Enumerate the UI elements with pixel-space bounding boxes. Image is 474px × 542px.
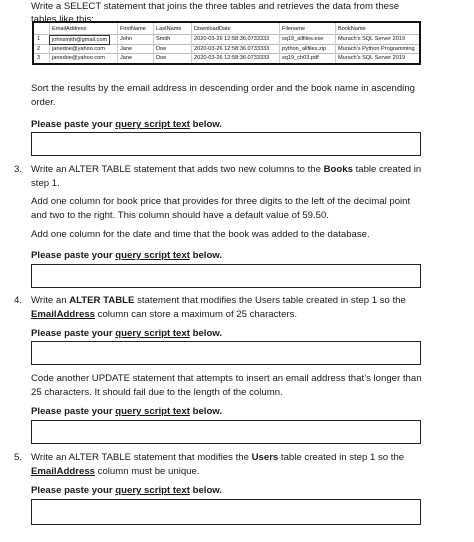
column-header: Filename	[282, 26, 306, 32]
question-number: 3.	[14, 164, 23, 175]
query-result-table	[32, 21, 421, 65]
paste-instruction: Please paste your query script text below.	[31, 485, 223, 496]
sort-instruction-line-1: Sort the results by the email address in descending order and the book name in ascending	[31, 83, 415, 94]
table-cell: python_allfiles.zip	[282, 46, 327, 52]
table-cell: 2020-03-26 12:58:36.0733333	[194, 36, 270, 42]
table-cell: Doe	[156, 46, 167, 52]
row-number: 1	[37, 36, 41, 42]
column-header: LastName	[156, 26, 182, 32]
table-cell: Doe	[156, 55, 167, 61]
q4-line-2: EmailAddress column can store a maximum of 25 characters.	[31, 309, 298, 320]
q5-line-1: Write an ALTER TABLE statement that modifies the Users table created in step 1 so the	[31, 452, 405, 463]
q5-line-2: EmailAddress column must be unique.	[31, 466, 200, 477]
query-script-link: query script text	[115, 250, 190, 261]
column-divider	[279, 23, 280, 63]
answer-box-step-2[interactable]	[31, 132, 421, 156]
q3-paragraph-2-line-2: and two to the right. This column should have a default value of 59.50.	[31, 210, 329, 221]
q3-line-2: step 1.	[31, 178, 60, 189]
question-number: 4.	[14, 295, 23, 306]
table-cell: Smith	[156, 36, 171, 42]
intro-line-2: tables like this:	[31, 14, 94, 21]
table-cell: Jane	[120, 46, 133, 52]
answer-box-step-3[interactable]	[31, 264, 421, 288]
query-script-link: query script text	[115, 119, 190, 130]
table-cell: johnsmith@gmail.com	[49, 35, 110, 45]
table-cell: Murach's SQL Server 2019	[338, 36, 406, 42]
question-number: 5.	[14, 452, 23, 463]
q4-line-1: Write an ALTER TABLE statement that modifies the Users table created in step 1 so the	[31, 295, 406, 306]
answer-box-step-5[interactable]	[31, 499, 421, 525]
column-header: BookName	[338, 26, 366, 32]
sort-instruction-line-2: order.	[31, 97, 56, 108]
table-cell: janedoe@yahoo.com	[52, 46, 105, 52]
paste-instruction: Please paste your query script text below.	[31, 406, 223, 417]
column-divider	[191, 23, 192, 63]
q3-paragraph-2-line-1: Add one column for book price that provides for three digits to the left of the decimal point	[31, 196, 411, 207]
column-header: DownloadDate	[194, 26, 231, 32]
table-cell: sq19_allfiles.exe	[282, 36, 324, 42]
table-cell: janedoe@yahoo.com	[52, 55, 105, 61]
table-cell: 2020-03-26 12:58:36.0733333	[194, 46, 270, 52]
answer-box-step-4b[interactable]	[31, 420, 421, 444]
query-script-link: query script text	[115, 485, 190, 496]
query-script-link: query script text	[115, 406, 190, 417]
column-header: FirstName	[120, 26, 146, 32]
column-divider	[153, 23, 154, 63]
table-cell: sq19_ch03.pdf	[282, 55, 319, 61]
column-divider	[335, 23, 336, 63]
q4-paragraph-2-line-2: 25 characters. It should fail due to the length of the column.	[31, 387, 283, 398]
table-cell: Jane	[120, 55, 133, 61]
table-cell: 2020-03-26 12:58:36.0733333	[194, 55, 270, 61]
paste-instruction: Please paste your query script text below.	[31, 250, 223, 261]
q4-paragraph-2-line-1: Code another UPDATE statement that attempts to insert an email address that’s longer than	[31, 373, 422, 384]
row-number: 3	[37, 55, 41, 61]
table-cell: John	[120, 36, 133, 42]
q3-line-1: Write an ALTER TABLE statement that adds two new columns to the Books table created in	[31, 164, 422, 175]
query-script-link: query script text	[115, 328, 190, 339]
answer-box-step-4a[interactable]	[31, 341, 421, 365]
paste-instruction: Please paste your query script text below.	[31, 328, 223, 339]
column-header: EmailAddress	[52, 26, 87, 32]
q3-paragraph-3: Add one column for the date and time that the book was added to the database.	[31, 229, 370, 240]
table-cell: Murach's Python Programming	[338, 46, 415, 52]
column-divider	[117, 23, 118, 63]
table-cell: Murach's SQL Server 2019	[338, 55, 406, 61]
paste-instruction: Please paste your query script text below.	[31, 119, 223, 130]
row-number: 2	[37, 46, 41, 52]
intro-line-1: Write a SELECT statement that joins the three tables and retrieves the data from these	[31, 1, 400, 12]
